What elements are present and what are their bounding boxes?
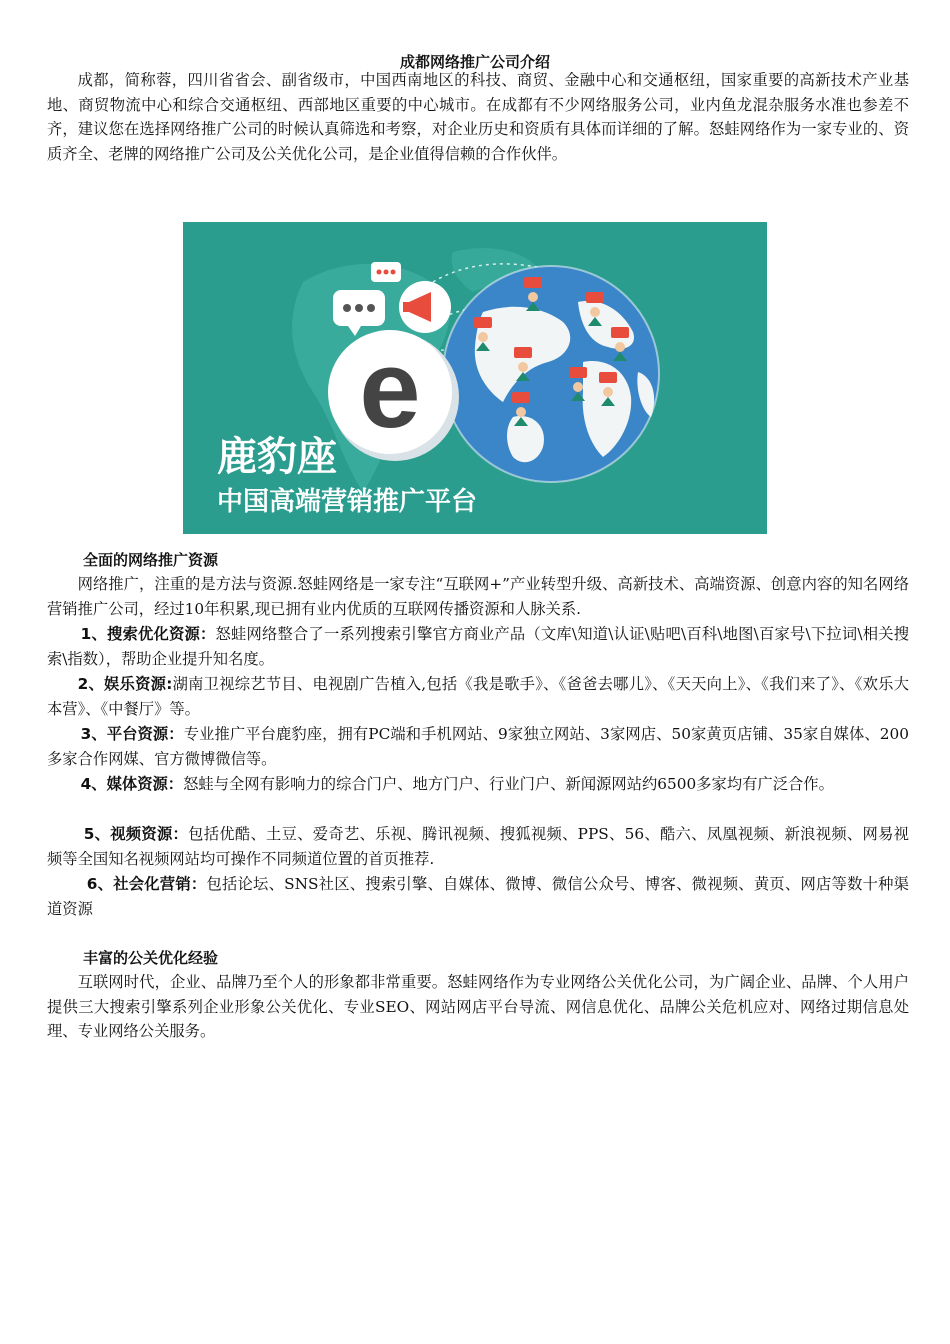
resource-item-label: 3、平台资源： xyxy=(80,725,184,743)
globe-icon xyxy=(443,266,659,482)
resource-item-text: 包括论坛、SNS社区、搜索引擎、自媒体、微博、微信公众号、博客、微视频、黄页、网店等数十种渠道资源 xyxy=(47,875,909,918)
resource-item-3 xyxy=(47,722,909,771)
intro-paragraph: 成都，简称蓉，四川省省会、副省级市，中国西南地区的科技、商贸、金融中心和交通枢纽，国家重要的高新技术产业基地、商贸物流中心和综合交通枢纽、西部地区重要的中心城市。在成都有不少网络服务公司，业内鱼龙混杂服务水准也参差不齐，建议您在选择网络推广公司的时候认真筛选和考察，对企业历史和资质有具体而详细的了解。怒蛙网络作为一家专业的、资质齐全、老牌的网络推广公司及公关优化公司，是企业值得信赖的合作伙伴。 xyxy=(47,71,909,163)
resource-item-1 xyxy=(47,622,909,671)
section1-intro-paragraph: 网络推广，注重的是方法与资源.怒蛙网络是一家专注“互联网+”产业转型升级、高新技术、高端资源、创意内容的知名网络营销推广公司，经过10年积累,现已拥有业内优质的互联网传播资源和人脉关系. xyxy=(47,575,909,618)
banner-brand-text: 鹿豹座 xyxy=(217,434,337,480)
banner-illustration xyxy=(183,222,767,534)
resource-item-2 xyxy=(47,672,909,721)
resource-item-label: 1、搜索优化资源： xyxy=(80,625,216,643)
resource-item-text: 湖南卫视综艺节目、电视剧广告植入,包括《我是歌手》、《爸爸去哪儿》、《天天向上》、《我们来了》、《欢乐大本营》、《中餐厅》等。 xyxy=(47,675,909,718)
section-heading-resources: 全面的网络推广资源 xyxy=(83,551,219,569)
megaphone-icon xyxy=(399,281,451,333)
page-title: 成都网络推广公司介绍 xyxy=(399,53,550,71)
banner-slogan-text: 中国高端营销推广平台 xyxy=(217,487,478,517)
section2-paragraph: 互联网时代，企业、品牌乃至个人的形象都非常重要。怒蛙网络作为专业网络公关优化公司，为广阔企业、品牌、个人用户提供三大搜索引擎系列企业形象公关优化、专业SEO、网站网店平台导流、网信息优化、品牌公关危机应对、网络过期信息处理、专业网络公关服务。 xyxy=(47,973,909,1041)
svg-text:e: e xyxy=(359,328,421,451)
resource-item-text: 怒蛙网络整合了一系列搜索引擎官方商业产品（文库\知道\认证\贴吧\百科\地图\百家号\下拉词\相关搜索\指数），帮助企业提升知名度。 xyxy=(47,625,909,668)
promo-banner-image xyxy=(183,222,767,534)
section-heading-pr: 丰富的公关优化经验 xyxy=(83,949,219,967)
resource-item-label: 2、娱乐资源: xyxy=(77,675,173,693)
resource-item-4 xyxy=(47,772,909,797)
resource-item-label: 6、社会化营销： xyxy=(86,875,207,893)
resource-item-label: 4、媒体资源： xyxy=(80,775,184,793)
resource-item-text: 怒蛙与全网有影响力的综合门户、地方门户、行业门户、新闻源网站约6500多家均有广泛合作。 xyxy=(183,775,834,793)
resource-item-5 xyxy=(47,822,909,871)
resource-item-6 xyxy=(47,872,909,921)
resource-item-text: 包括优酷、土豆、爱奇艺、乐视、腾讯视频、搜狐视频、PPS、56、酷六、凤凰视频、新浪视频、网易视频等全国知名视频网站均可操作不同频道位置的首页推荐. xyxy=(47,825,909,868)
resource-item-text: 专业推广平台鹿豹座，拥有PC端和手机网站、9家独立网站、3家网店、50家黄页店铺、35家自媒体、200多家合作网媒、官方微博微信等。 xyxy=(47,725,909,768)
resource-item-label: 5、视频资源： xyxy=(83,825,189,843)
